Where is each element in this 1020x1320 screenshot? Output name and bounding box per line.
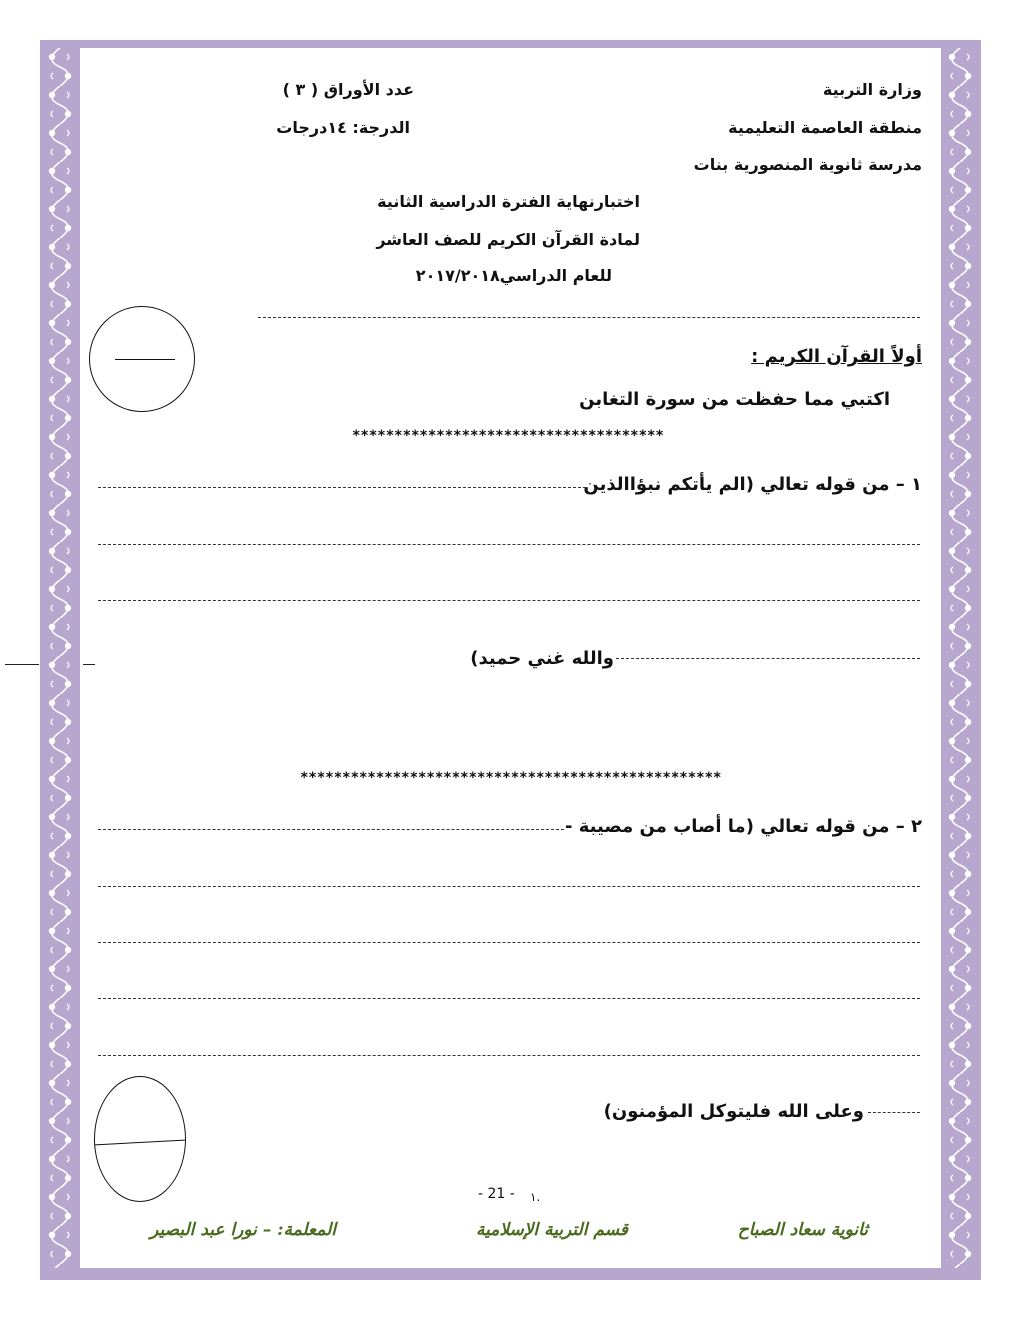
question-1-end: والله غني حميد) [470, 648, 614, 669]
answer-line [868, 1112, 920, 1113]
answer-line [98, 829, 564, 830]
answer-line [98, 600, 920, 601]
exam-year: للعام الدراسي٢٠١٧/٢٠١٨ [415, 266, 612, 285]
ministry-name: وزارة التربية [822, 80, 922, 99]
answer-line [98, 1055, 920, 1056]
answer-line [98, 942, 920, 943]
margin-mark-inner [83, 664, 95, 665]
border-vine-left [45, 48, 75, 1268]
exam-title: اختبارنهاية الفترة الدراسية الثانية [377, 192, 640, 211]
exam-subject: لمادة القرآن الكريم للصف العاشر [376, 230, 640, 249]
footer-department: قسم التربية الإسلامية [476, 1220, 628, 1240]
question-2-end: وعلى الله فليتوكل المؤمنون) [603, 1101, 864, 1122]
answer-line [616, 658, 920, 659]
score-circle [94, 1076, 186, 1202]
question-2-prompt: ٢ – من قوله تعالي (ما أصاب من مصيبة - [565, 816, 922, 837]
answer-line [98, 487, 586, 488]
stars-separator: ************************************************** [300, 770, 722, 786]
school-name: مدرسة ثانوية المنصورية بنات [693, 155, 922, 174]
district-name: منطقة العاصمة التعليمية [728, 118, 922, 137]
footer-teacher: المعلمة: – نورا عبد البصير [150, 1220, 336, 1240]
answer-line [98, 544, 920, 545]
section-instruction: اكتبي مما حفظت من سورة التغابن [579, 389, 890, 410]
footer-school: ثانوية سعاد الصباح [737, 1220, 868, 1240]
question-1-prompt: ١ – من قوله تعالي (الم يأتكم نبؤاالذين [583, 474, 922, 495]
stars-separator: ************************************* [352, 428, 664, 444]
pages-count: عدد الأوراق ( ٣ ) [282, 80, 414, 99]
score-circle-line [115, 359, 175, 360]
answer-line [98, 998, 920, 999]
grade-total: الدرجة: ١٤درجات [276, 118, 410, 137]
margin-mark-left [5, 664, 39, 665]
answer-line [98, 886, 920, 887]
page-mark: ١. [530, 1190, 541, 1204]
border-vine-right [945, 48, 975, 1268]
page-number: - 21 - [478, 1186, 515, 1202]
section-heading: أولاً القرآن الكريم : [751, 346, 922, 367]
header-separator [258, 317, 920, 318]
